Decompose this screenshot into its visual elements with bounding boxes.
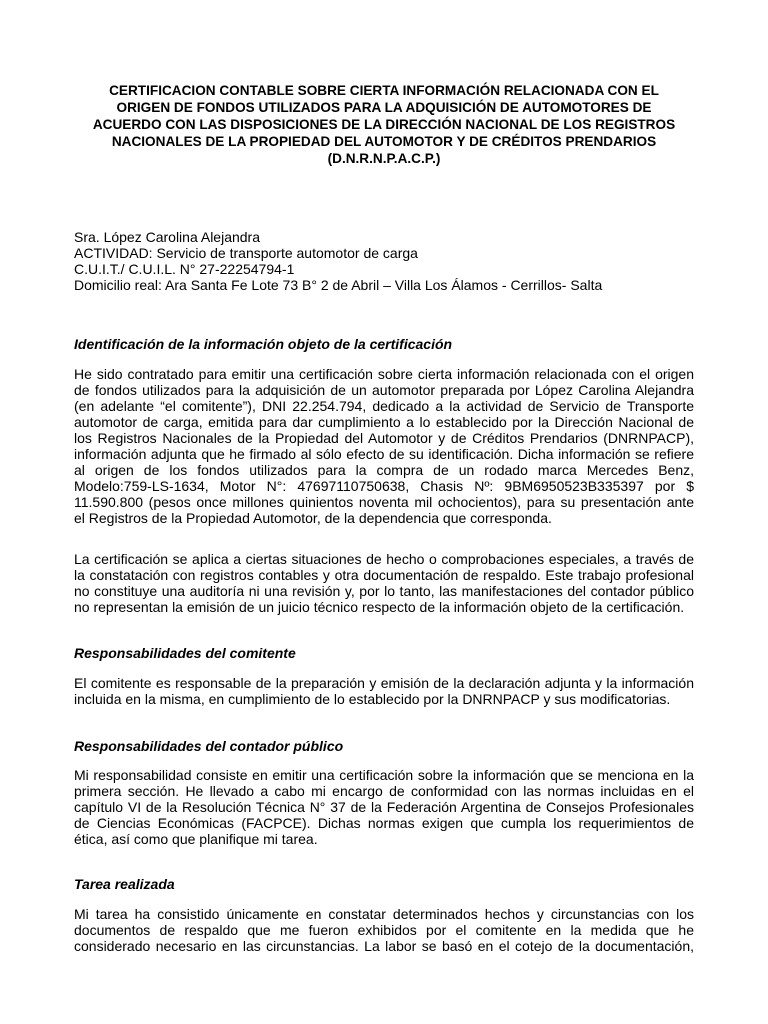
text-line: (en adelante “el comitente”), DNI 22.254.794, dedicado a la actividad de Servicio de Transporte (74, 398, 694, 414)
comitente-paragraph (74, 675, 694, 707)
tarea-heading: Tarea realizada (74, 876, 175, 892)
text-line: primera sección. He llevado a cabo mi encargo de conformidad con las normas incluidas en el (74, 783, 694, 799)
title-line: CERTIFICACION CONTABLE SOBRE CIERTA INFORMACIÓN RELACIONADA CON EL (109, 83, 659, 98)
title-line: ORIGEN DE FONDOS UTILIZADOS PARA LA ADQUISICIÓN DE AUTOMOTORES DE (116, 100, 652, 115)
title-line: (D.N.R.N.P.A.C.P.) (327, 151, 441, 166)
identification-paragraph-2 (74, 551, 694, 615)
identification-heading: Identificación de la información objeto de la certificación (74, 336, 453, 352)
contador-heading: Responsabilidades del contador público (74, 738, 344, 754)
text-line: ética, así como que planifique mi tarea. (74, 831, 318, 847)
text-line: 11.590.800 (pesos once millones quinientos noventa mil ochocientos), para su presentación ante (74, 494, 694, 510)
text-line: la constatación con registros contables y otra documentación de respaldo. Este trabajo profesional (74, 567, 694, 583)
client-name: Sra. López Carolina Alejandra (74, 229, 261, 245)
text-line: considerado necesario en las circunstancias. La labor se basó en el cotejo de la documentación, (74, 938, 694, 954)
text-line: no representan la emisión de un juicio técnico respecto de la información objeto de la certificación. (74, 599, 685, 615)
text-line: información adjunta que he firmado al sólo efecto de su identificación. Dicha información se refiere (74, 446, 694, 462)
identification-paragraph-1 (74, 366, 694, 526)
text-line: el Registros de la Propiedad Automotor, de la dependencia que corresponda. (74, 510, 552, 526)
text-line: He sido contratado para emitir una certificación sobre cierta información relacionada con el origen (74, 366, 694, 382)
text-line: Mi tarea ha consistido únicamente en constatar determinados hechos y circunstancias con los (74, 906, 694, 922)
contador-paragraph (74, 767, 694, 847)
text-line: los Registros Nacionales de la Propiedad del Automotor y de Créditos Prendarios (DNRNPACP), (74, 430, 694, 446)
text-line: automotor de carga, emitida para dar cumplimiento a lo establecido por la Dirección Nacional de (74, 414, 694, 430)
tarea-paragraph (74, 906, 694, 954)
text-line: incluida en la misma, en cumplimiento de lo establecido por la DNRNPACP y sus modificatorias. (74, 691, 671, 707)
client-address: Domicilio real: Ara Santa Fe Lote 73 B° 2 de Abril – Villa Los Álamos - Cerrillos- Salta (74, 277, 603, 293)
comitente-heading: Responsabilidades del comitente (74, 645, 296, 661)
text-line: de Ciencias Económicas (FACPCE). Dichas normas exigen que cumpla los requerimientos de (74, 815, 694, 831)
client-activity: ACTIVIDAD: Servicio de transporte automotor de carga (74, 245, 418, 261)
text-line: de fondos utilizados para la adquisición de un automotor preparada por López Carolina Alejandra (74, 382, 694, 398)
text-line: Mi responsabilidad consiste en emitir una certificación sobre la información que se menciona en la (74, 767, 694, 783)
text-line: capítulo VI de la Resolución Técnica N° 37 de la Federación Argentina de Consejos Profesionales (74, 799, 694, 815)
client-cuit: C.U.I.T./ C.U.I.L. N° 27-22254794-1 (74, 261, 295, 277)
text-line: Modelo:759-LS-1634, Motor N°: 47697110750638, Chasis Nº: 9BM6950523B335397 por $ (74, 478, 694, 494)
text-line: documentos de respaldo que me fueron exhibidos por el comitente en la medida que he (74, 922, 694, 938)
text-line: El comitente es responsable de la preparación y emisión de la declaración adjunta y la información (74, 675, 694, 691)
title-line: NACIONALES DE LA PROPIEDAD DEL AUTOMOTOR Y DE CRÉDITOS PRENDARIOS (111, 134, 657, 149)
text-line: La certificación se aplica a ciertas situaciones de hecho o comprobaciones especiales, a través de (74, 551, 694, 567)
text-line: no constituye una auditoría ni una revisión y, por lo tanto, las manifestaciones del contador público (74, 583, 694, 599)
title-line: ACUERDO CON LAS DISPOSICIONES DE LA DIRECCIÓN NACIONAL DE LOS REGISTROS (92, 117, 676, 132)
document-title (74, 82, 694, 167)
client-info (74, 229, 704, 293)
text-line: al origen de los fondos utilizados para la compra de un rodado marca Mercedes Benz, (74, 462, 694, 478)
